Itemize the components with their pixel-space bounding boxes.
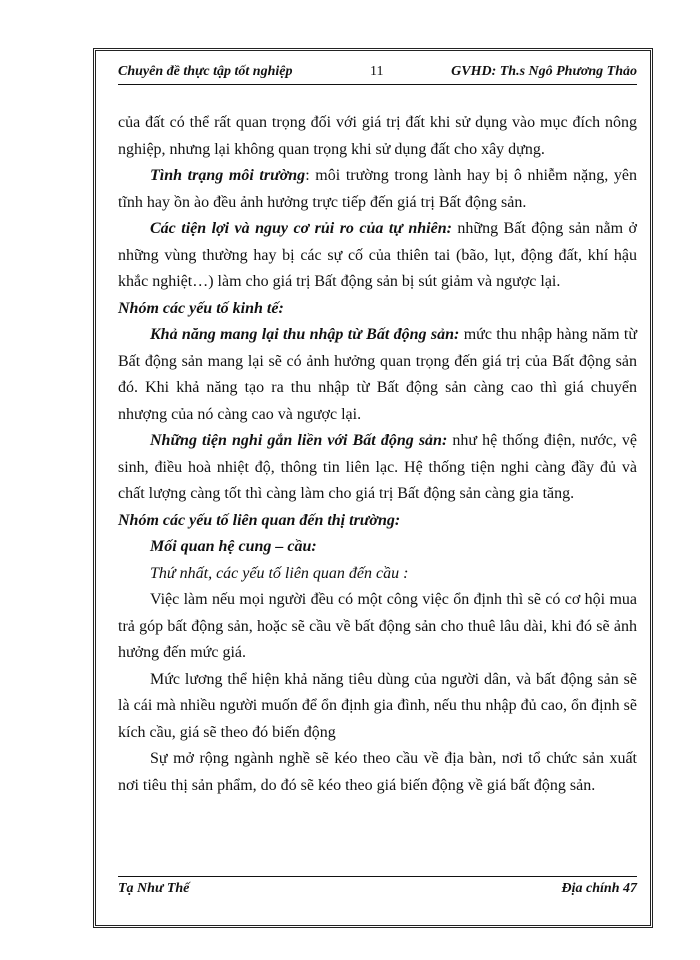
paragraph-environment — [118, 163, 637, 216]
paragraph-soil: của đất có thể rất quan trọng đối với giá trị đất khi sử dụng vào mục đích nông nghiệp, nhưng lại không quan trọng khi sử dụng đất cho xây dựng. — [118, 114, 637, 158]
paragraph-natural-risks — [118, 216, 637, 296]
text-amenities: như hệ thống điện, nước, vệ sinh, điều hoà nhiệt độ, thông tin liên lạc. Hệ thống tiện nghi càng đầy đủ và chất lượng càng tốt thì càng làm cho giá trị Bất động sản càng gia tăng. — [118, 432, 637, 502]
term-natural-risks: Các tiện lợi và nguy cơ rủi ro của tự nhiên: — [150, 220, 452, 237]
paragraph-income — [118, 322, 637, 428]
text-income: mức thu nhập hàng năm từ Bất động sản mang lại sẽ có ảnh hưởng quan trọng đến giá trị của Bất động sản đó. Khi khả năng tạo ra thu nhập từ Bất động sản càng cao thì giá chuyển nhượng của nó càng cao và ngược lại. — [118, 326, 638, 423]
page-header — [118, 64, 637, 85]
header-title: Chuyên đề thực tập tốt nghiệp — [118, 64, 293, 79]
paragraph-industry-expansion: Sự mở rộng ngành nghề sẽ kéo theo cầu về địa bàn, nơi tổ chức sản xuất nơi tiêu thị sản phẩm, do đó sẽ kéo theo giá biến động về giá bất động sản. — [118, 750, 637, 794]
paragraph-salary: Mức lương thể hiện khả năng tiêu dùng của người dân, và bất động sản sẽ là cái mà nhiều người muốn để ổn định gia đình, nếu thu nhập đủ cao, ổn định sẽ kích cầu, giá sẽ theo đó biến động — [118, 670, 637, 741]
page-footer — [118, 876, 637, 901]
header-page-number: 11 — [370, 64, 384, 79]
heading-market-factors: Nhóm các yếu tố liên quan đến thị trường: — [118, 511, 401, 529]
heading-economic-factors: Nhóm các yếu tố kinh tế: — [118, 299, 284, 317]
paragraph-employment: Việc làm nếu mọi người đều có một công việc ổn định thì sẽ có cơ hội mua trả góp bất động sản, hoặc sẽ cầu về bất động sản cho thuê lâu dài, khi đó sẽ ảnh hưởng đến mức giá. — [118, 591, 637, 661]
document-body — [118, 110, 637, 799]
footer-class: Địa chính 47 — [561, 881, 637, 896]
footer-author: Tạ Như Thế — [118, 881, 190, 896]
paragraph-amenities — [118, 428, 637, 508]
subheading-demand-factors: Thứ nhất, các yếu tố liên quan đến cầu : — [150, 564, 409, 582]
text-natural-risks: những Bất động sản nằm ở những vùng thường hay bị các sự cố của thiên tai (bão, lụt, động đất, khí hậu khắc nghiệt…) làm cho giá trị Bất động sản bị sút giảm và ngược lại. — [118, 220, 637, 290]
text-environment: : môi trường trong lành hay bị ô nhiễm nặng, yên tĩnh hay ồn ào đều ảnh hưởng trực tiếp đến giá trị Bất động sản. — [118, 167, 638, 211]
term-amenities: Những tiện nghi gắn liền với Bất động sản: — [150, 432, 448, 449]
header-advisor: GVHD: Th.s Ngô Phương Thảo — [451, 64, 637, 79]
term-environment: Tình trạng môi trường — [150, 167, 306, 184]
term-income: Khả năng mang lại thu nhập từ Bất động sản: — [150, 326, 460, 343]
heading-supply-demand: Mối quan hệ cung – cầu: — [150, 538, 317, 555]
